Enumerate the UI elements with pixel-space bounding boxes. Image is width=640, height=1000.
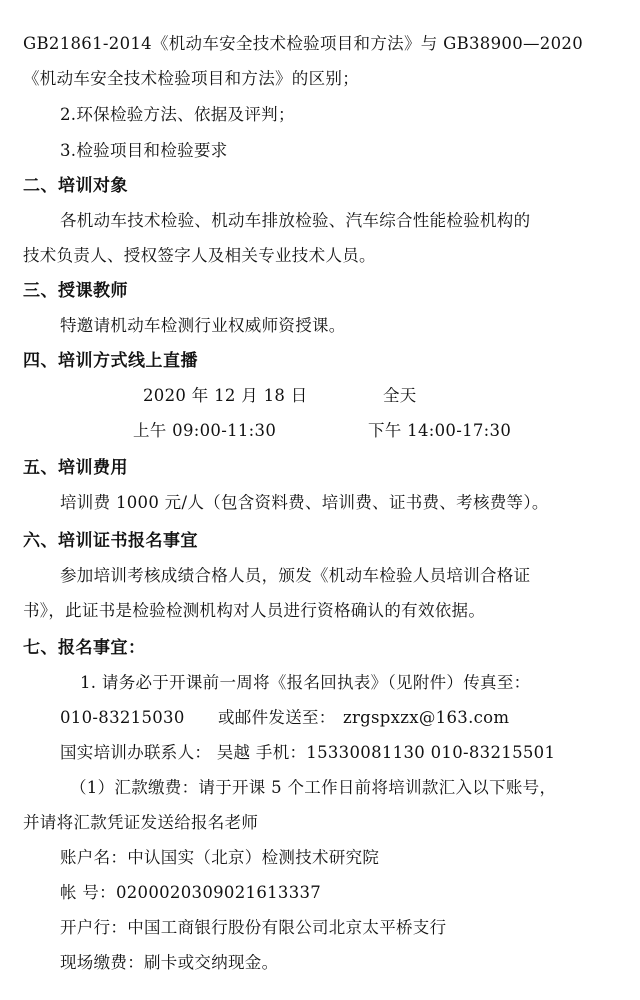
section-heading-registration: 七、报名事宜： [23,638,146,658]
email-label: 或邮件发送至： [218,708,336,727]
onsite-payment: 现场缴费：刷卡或交纳现金。 [60,953,279,972]
section-heading-fees: 五、培训费用 [23,458,128,478]
account-number: 帐 号：0200020309021613337 [60,883,322,902]
account-name: 账户名：中认国实（北京）检测技术研究院 [60,848,380,867]
fax-number: 010-83215030 [60,708,185,727]
audience-line-1: 各机动车技术检验、机动车排放检验、汽车综合性能检验机构的 [60,211,531,230]
fees-line-1: 培训费 1000 元/人（包含资料费、培训费、证书费、考核费等）。 [60,493,549,512]
schedule-morning: 上午 09:00-11:30 [133,421,277,440]
section-heading-teachers: 三、授课教师 [23,281,128,301]
section-heading-format: 四、培训方式线上直播 [23,351,198,371]
section-heading-audience: 二、培训对象 [23,176,128,196]
intro-line-2: 《机动车安全技术检验项目和方法》的区别； [23,69,359,88]
email-address: zrgspxzx@163.com [343,708,510,727]
teachers-line-1: 特邀请机动车检测行业权威师资授课。 [60,316,346,335]
schedule-date: 2020 年 12 月 18 日 [143,386,308,405]
schedule-day: 全天 [383,386,417,405]
schedule-afternoon: 下午 14:00-17:30 [368,421,512,440]
certificate-line-2: 书》，此证书是检验检测机构对人员进行资格确认的有效依据。 [23,601,486,620]
intro-item-3: 3.检验项目和检验要求 [60,141,228,160]
bank-name: 开户行：中国工商银行股份有限公司北京太平桥支行 [60,918,447,937]
payment-line-2: 并请将汇款凭证发送给报名老师 [23,813,259,832]
intro-item-2: 2.环保检验方法、依据及评判； [60,105,295,124]
intro-line-1: GB21861-2014《机动车安全技术检验项目和方法》与 GB38900—2020 [23,34,583,53]
contact-line: 国实培训办联系人： 吴越 手机：15330081130 010-83215501 [60,743,556,762]
payment-line-1: （1）汇款缴费：请于开课 5 个工作日前将培训款汇入以下账号， [70,778,557,797]
certificate-line-1: 参加培训考核成绩合格人员，颁发《机动车检验人员培训合格证 [60,566,531,585]
section-heading-certificate: 六、培训证书报名事宜 [23,531,198,551]
audience-line-2: 技术负责人、授权签字人及相关专业技术人员。 [23,246,376,265]
registration-item-1: 1. 请务必于开课前一周将《报名回执表》（见附件）传真至： [80,673,531,692]
